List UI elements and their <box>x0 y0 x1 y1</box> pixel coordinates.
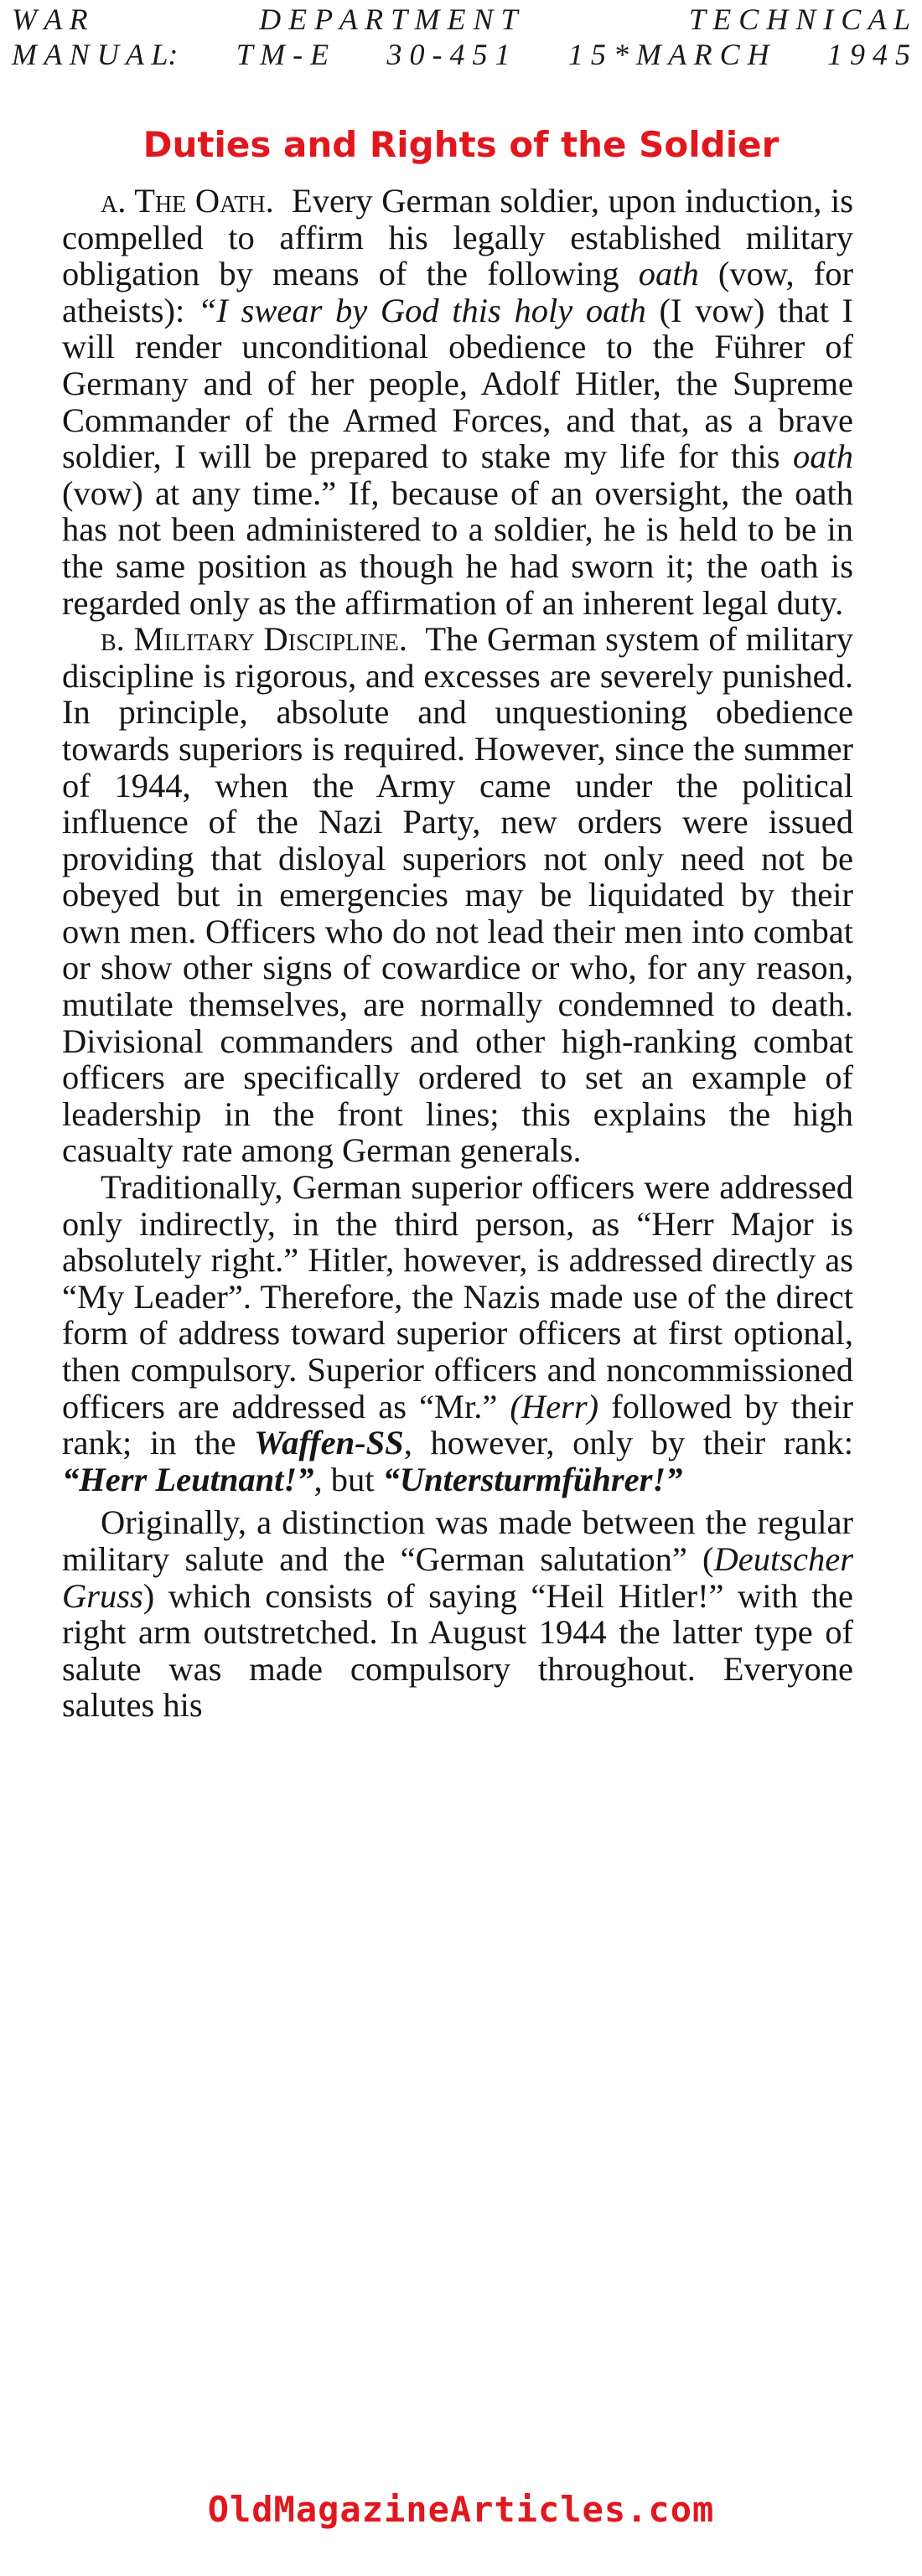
emphasis-text: “Herr Leutnant!” <box>62 1460 314 1498</box>
source-header-line-1 <box>12 2 910 37</box>
paragraph-text: Originally, a distinction was made between the regular military salute and the “German salutation” ( <box>62 1503 853 1578</box>
paragraph-text: (I vow) that I will render unconditional obedience to the Führer of Germany and of her people, Adolf Hitler, the Supreme Commander of the Armed Forces, and that, as a brave soldier, I will be prepared to stake my life for this <box>62 291 853 476</box>
paragraph-text: followed by their rank; in the <box>62 1387 853 1462</box>
paragraph-text: (vow) at any time.” If, because of an oversight, the oath has not been administered to a soldier, he is held to be in the same position as though he had sworn it; the oath is regarded only as the affirmation of an inherent legal duty. <box>62 473 853 622</box>
paragraph-forms-of-address <box>62 1169 853 1497</box>
header-word: D E P A R T M E N T <box>259 3 518 36</box>
paragraph-text: (vow, for atheists): <box>62 255 853 329</box>
paragraph-oath <box>62 183 853 621</box>
paragraph-text: Traditionally, German superior officers were addressed only indirectly, in the third person, as “Herr Major is absolutely right.” Hitler, however, is addressed directly as “My Leader”. Therefore, the Nazis made use of the direct form of address toward superior officers at first optional, then compulsory. Superior officers and noncommissioned officers are addressed as “Mr.” <box>62 1168 853 1425</box>
section-label: b. Military Discipline. <box>101 620 407 659</box>
emphasis-text: (Herr) <box>510 1387 599 1425</box>
header-word: 3 0 - 4 5 1 <box>386 38 510 71</box>
article-title: Duties and Rights of the Soldier <box>142 124 780 165</box>
emphasis-text: Deutscher Gruss <box>62 1539 853 1615</box>
header-word: T M - E <box>236 38 329 71</box>
source-header <box>12 2 910 72</box>
header-word: M A N U A L: <box>12 38 179 71</box>
section-label: a. The Oath. <box>101 182 274 220</box>
paragraph-military-discipline <box>62 621 853 1169</box>
article-body <box>62 183 853 1724</box>
header-word: 1 9 4 5 <box>826 38 910 71</box>
paragraph-text: , but <box>313 1460 383 1498</box>
header-word: 1 5 * M A R C H <box>567 38 769 71</box>
emphasis-text: “Untersturmführer!” <box>382 1460 683 1498</box>
header-word: T E C H N I C A L <box>688 3 910 36</box>
paragraph-text: , however, only by their rank: <box>403 1424 853 1462</box>
paragraph-salute <box>62 1504 853 1724</box>
header-word: W A R <box>12 3 88 36</box>
oath-quote: “I swear by God this holy oath <box>197 291 646 329</box>
site-watermark: OldMagazineArticles.com <box>207 2489 715 2530</box>
paragraph-text: Every German soldier, upon induction, is compelled to affirm his legally established military obligation by means of the following <box>62 182 854 293</box>
emphasis-text: oath <box>638 255 699 293</box>
emphasis-text: oath <box>792 437 853 476</box>
source-header-line-2 <box>12 37 910 72</box>
emphasis-text: Waffen-SS <box>254 1424 404 1462</box>
paragraph-text: The German system of military discipline is rigorous, and excesses are severely punished. In principle, absolute and unquestioning obedience towards superiors is required. However, since the summer of 1944, when the Army came under the political influence of the Nazi Party, new orders were issued providing that disloyal superiors not only need not be obeyed but in emergencies may be liquidated by their own men. Officers who do not lead their men into combat or show other signs of cowardice or who, for any reason, mutilate themselves, are normally condemned to death. Divisional commanders and other high-ranking combat officers are specifically ordered to set an example of leadership in the front lines; this explains the high casualty rate among German generals. <box>62 620 854 1170</box>
paragraph-text: ) which consists of saying “Heil Hitler!” with the right arm outstretched. In August 1944 the latter type of salute was made compulsory throughout. Everyone salutes his <box>62 1576 853 1725</box>
